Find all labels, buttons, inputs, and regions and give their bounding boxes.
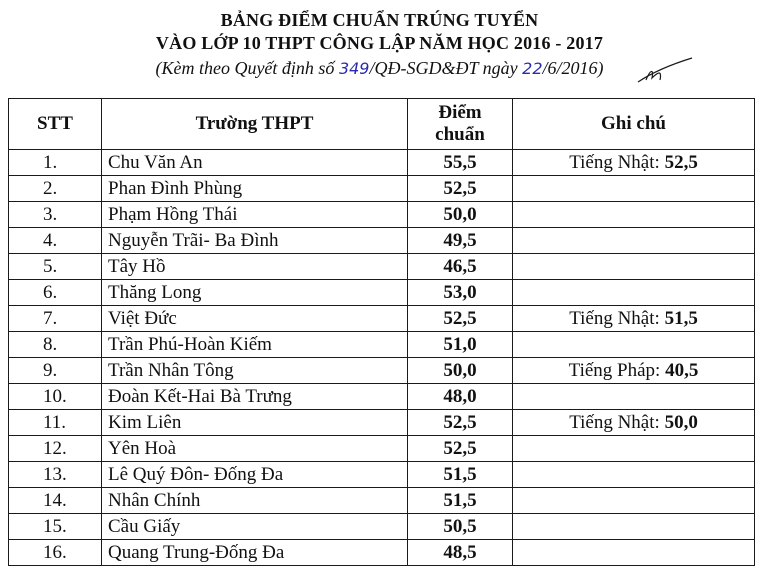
row-school: Kim Liên <box>102 410 408 436</box>
row-school: Việt Đức <box>102 306 408 332</box>
header-stt: STT <box>9 99 102 150</box>
row-score: 53,0 <box>408 280 513 306</box>
row-stt: 4. <box>9 228 102 254</box>
row-school: Yên Hoà <box>102 436 408 462</box>
row-stt: 15. <box>9 514 102 540</box>
row-note <box>513 176 755 202</box>
header-score-line2: chuẩn <box>435 124 485 145</box>
row-note <box>513 514 755 540</box>
row-stt: 12. <box>9 436 102 462</box>
table-row <box>9 228 755 254</box>
row-score: 51,5 <box>408 488 513 514</box>
row-note <box>513 332 755 358</box>
row-stt: 9. <box>9 358 102 384</box>
table-row <box>9 462 755 488</box>
row-note <box>513 358 755 384</box>
row-note-value: 40,5 <box>665 359 699 381</box>
row-stt: 2. <box>9 176 102 202</box>
row-note <box>513 254 755 280</box>
row-note <box>513 384 755 410</box>
row-note <box>513 410 755 436</box>
row-score: 55,5 <box>408 150 513 176</box>
row-school: Đoàn Kết-Hai Bà Trưng <box>102 384 408 410</box>
table-row <box>9 150 755 176</box>
row-score: 52,5 <box>408 306 513 332</box>
row-note <box>513 540 755 566</box>
row-stt: 14. <box>9 488 102 514</box>
row-stt: 16. <box>9 540 102 566</box>
row-school: Trần Nhân Tông <box>102 358 408 384</box>
row-score: 52,5 <box>408 410 513 436</box>
header-score <box>408 99 513 150</box>
row-score: 50,0 <box>408 202 513 228</box>
row-note <box>513 280 755 306</box>
row-score: 46,5 <box>408 254 513 280</box>
row-note-label: Tiếng Nhật: <box>569 307 665 329</box>
row-score: 49,5 <box>408 228 513 254</box>
row-school: Nhân Chính <box>102 488 408 514</box>
title-line-2: VÀO LỚP 10 THPT CÔNG LẬP NĂM HỌC 2016 - 2017 <box>155 33 604 53</box>
row-note-label: Tiếng Nhật: <box>569 151 665 173</box>
row-school: Tây Hồ <box>102 254 408 280</box>
row-note <box>513 306 755 332</box>
table-row <box>9 514 755 540</box>
row-note <box>513 488 755 514</box>
table-row <box>9 176 755 202</box>
row-school: Phạm Hồng Thái <box>102 202 408 228</box>
row-stt: 3. <box>9 202 102 228</box>
row-note <box>513 228 755 254</box>
table-row <box>9 332 755 358</box>
row-stt: 5. <box>9 254 102 280</box>
row-school: Nguyễn Trãi- Ba Đình <box>102 228 408 254</box>
row-school: Cầu Giấy <box>102 514 408 540</box>
table-row <box>9 358 755 384</box>
signature-mark <box>636 52 694 86</box>
row-stt: 7. <box>9 306 102 332</box>
row-note-value: 50,0 <box>664 411 698 433</box>
row-note <box>513 436 755 462</box>
row-note-value: 52,5 <box>664 151 698 173</box>
row-stt: 10. <box>9 384 102 410</box>
subtitle-suffix: /6/2016) <box>542 58 604 78</box>
table-row <box>9 384 755 410</box>
table-header-row <box>9 99 755 150</box>
row-note-label: Tiếng Nhật: <box>569 411 665 433</box>
row-note <box>513 202 755 228</box>
table-row <box>9 436 755 462</box>
row-score: 48,5 <box>408 540 513 566</box>
row-note <box>513 462 755 488</box>
title-line-1: BẢNG ĐIỂM CHUẨN TRÚNG TUYỂN <box>220 10 539 30</box>
row-score: 52,5 <box>408 176 513 202</box>
header-score-line1: Điểm <box>438 102 482 123</box>
table-row <box>9 306 755 332</box>
row-school: Thăng Long <box>102 280 408 306</box>
score-table <box>8 98 755 566</box>
header-note: Ghi chú <box>513 99 755 150</box>
table-row <box>9 488 755 514</box>
row-stt: 6. <box>9 280 102 306</box>
decision-number: 349 <box>338 59 370 78</box>
row-stt: 13. <box>9 462 102 488</box>
row-note <box>513 150 755 176</box>
row-school: Phan Đình Phùng <box>102 176 408 202</box>
row-score: 50,0 <box>408 358 513 384</box>
table-row <box>9 254 755 280</box>
row-stt: 8. <box>9 332 102 358</box>
subtitle-prefix: (Kèm theo Quyết định số <box>155 58 339 78</box>
row-score: 52,5 <box>408 436 513 462</box>
table-row <box>9 540 755 566</box>
row-school: Quang Trung-Đống Đa <box>102 540 408 566</box>
row-score: 51,0 <box>408 332 513 358</box>
row-note-value: 51,5 <box>664 307 698 329</box>
row-score: 51,5 <box>408 462 513 488</box>
row-school: Chu Văn An <box>102 150 408 176</box>
row-stt: 11. <box>9 410 102 436</box>
subtitle-middle: /QĐ-SGD&ĐT ngày <box>369 58 523 78</box>
table-row <box>9 280 755 306</box>
header-school: Trường THPT <box>102 99 408 150</box>
row-stt: 1. <box>9 150 102 176</box>
table-row <box>9 410 755 436</box>
row-score: 48,0 <box>408 384 513 410</box>
row-school: Trần Phú-Hoàn Kiếm <box>102 332 408 358</box>
decision-day: 22 <box>522 59 543 78</box>
row-school: Lê Quý Đôn- Đống Đa <box>102 462 408 488</box>
row-note-label: Tiếng Pháp: <box>568 359 666 381</box>
table-row <box>9 202 755 228</box>
row-score: 50,5 <box>408 514 513 540</box>
